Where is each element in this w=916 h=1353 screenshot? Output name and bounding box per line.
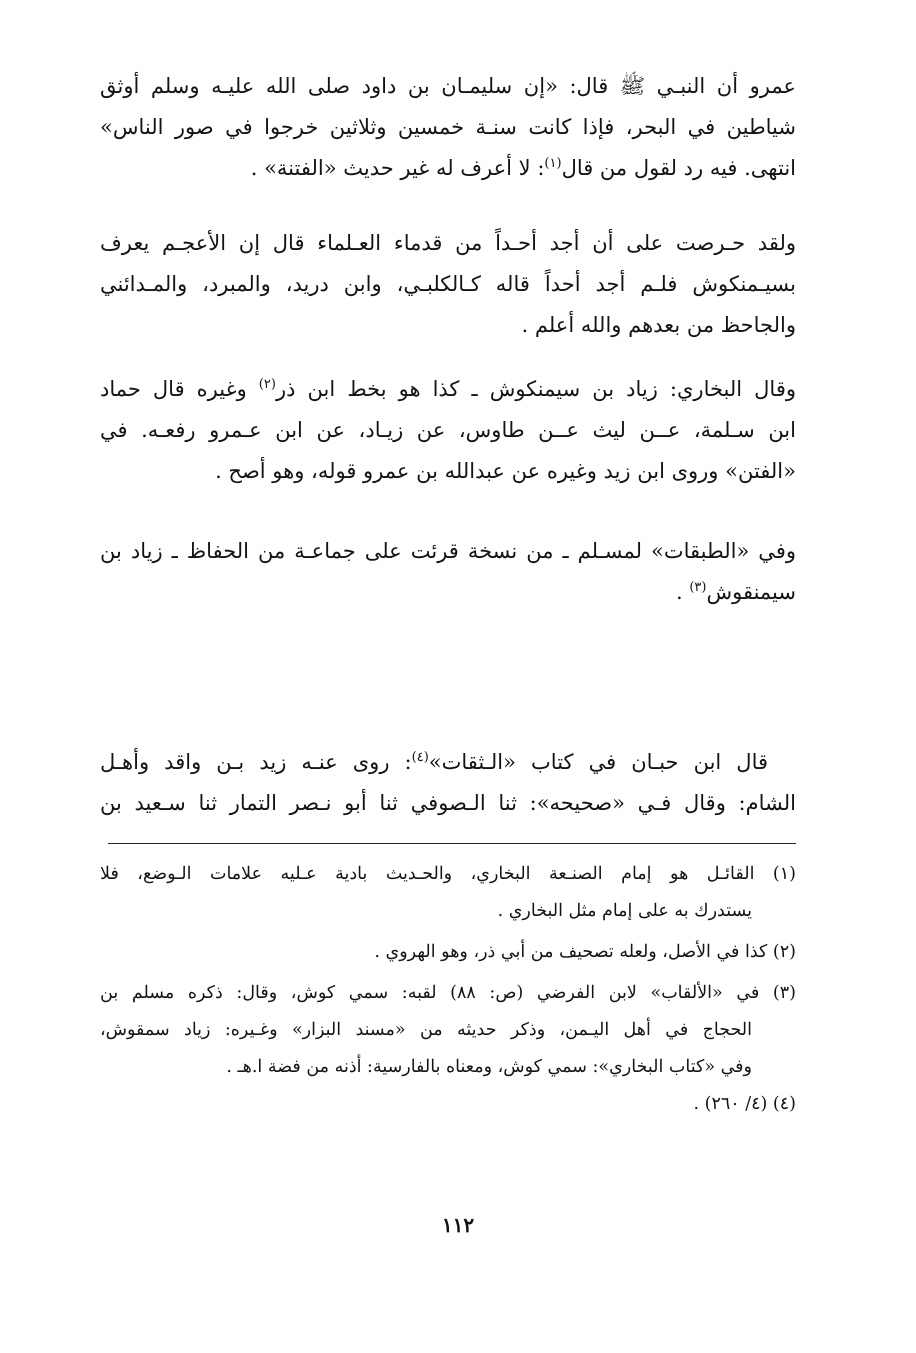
- footnote-ref: (٤): [411, 750, 429, 765]
- line: وفي «الطبقات» لمسـلم ـ من نسخة قرئت على جماعـة من الحفاظ ـ زياد بن: [100, 539, 796, 563]
- footnote-ref: (١): [544, 156, 562, 171]
- text: انتهى. فيه رد لقول من قال: [561, 156, 796, 180]
- paragraph-3: [100, 369, 796, 492]
- footnote-line: الحجاج في أهل اليـمن، وذكر حديثه من «مسند البزار» وغـيره: زياد سمقوش،: [100, 1020, 752, 1040]
- text: : لا أعرف له غير حديث «الفتنة» .: [250, 156, 545, 180]
- line: الشام: وقال فـي «صحيحه»: ثنا الـصوفي ثنا أبو نـصر التمار ثنا سـعيد بن: [100, 791, 796, 815]
- text: .: [675, 580, 690, 604]
- line: ابن سـلمة، عــن ليث عــن طاوس، عن زيـاد، عن ابن عـمرو رفعـه. في: [100, 418, 796, 442]
- line: شياطين في البحر، فإذا كانت سنـة خمسين وثلاثين خرجوا في صور الناس»: [100, 115, 796, 139]
- paragraph-1: [100, 66, 796, 189]
- footnote-ref: (٢): [258, 377, 276, 392]
- footnote-line: يستدرك به على إمام مثل البخاري .: [497, 901, 752, 921]
- footnotes: [100, 856, 796, 1123]
- line: [100, 572, 796, 613]
- text: : روى عنـه زيد بـن واقد وأهـل: [100, 750, 412, 774]
- line: ولقد حـرصت على أن أجد أحـداً من قدماء العـلماء قال إن الأعجـم يعرف: [100, 231, 796, 255]
- text: وغيره قال حماد: [100, 377, 259, 401]
- footnote-line: (١) القائـل هو إمام الصنـعة البخاري، والحـديث بادية عـليه علامات الـوضع، فلا: [100, 864, 796, 884]
- paragraph-2: [100, 223, 796, 346]
- line: والجاحظ من بعدهم والله أعلم .: [521, 313, 796, 337]
- text: وقال البخاري: زياد بن سيمنكوش ـ كذا هو بخط ابن ذر: [275, 377, 796, 401]
- footnote-line: (٤) (٤/ ٢٦٠) .: [693, 1094, 796, 1114]
- footnote-4: [100, 1086, 796, 1123]
- footnote-3: [100, 975, 796, 1086]
- line: [100, 742, 796, 783]
- footnote-line: (٣) في «الألقاب» لابن الفرضي (ص: ٨٨) لقبه: سمي كوش، وقال: ذكره مسلم بن: [100, 983, 796, 1003]
- line: [100, 148, 796, 189]
- line: «الفتن» وروى ابن زيد وغيره عن عبدالله بن عمرو قوله، وهو أصح .: [215, 459, 796, 483]
- line: بسيـمنكوش فلـم أجد أحداً قاله كـالكلبـي، وابن دريد، والمبرد، والمـدائني: [100, 272, 796, 296]
- paragraph-5: [100, 742, 796, 824]
- text: قال ابن حبـان في كتاب «الـثقات»: [428, 750, 769, 774]
- footnote-2: [100, 934, 796, 971]
- footnote-separator: [108, 843, 796, 844]
- footnote-ref: (٣): [689, 580, 707, 595]
- footnote-1: [100, 856, 796, 930]
- line: [100, 369, 796, 410]
- text: سيمنقوش: [706, 580, 796, 604]
- footnote-line: (٢) كذا في الأصل، ولعله تصحيف من أبي ذر، وهو الهروي .: [374, 942, 796, 962]
- footnote-line: وفي «كتاب البخاري»: سمي كوش، ومعناه بالفارسية: أذنه من فضة ا.هـ .: [226, 1057, 752, 1077]
- page-number: ١١٢: [441, 1213, 475, 1237]
- paragraph-4: [100, 531, 796, 613]
- line: عمرو أن النبـي ﷺ قال: «إن سليمـان بن داود صلى الله عليـه وسلم أوثق: [100, 74, 796, 98]
